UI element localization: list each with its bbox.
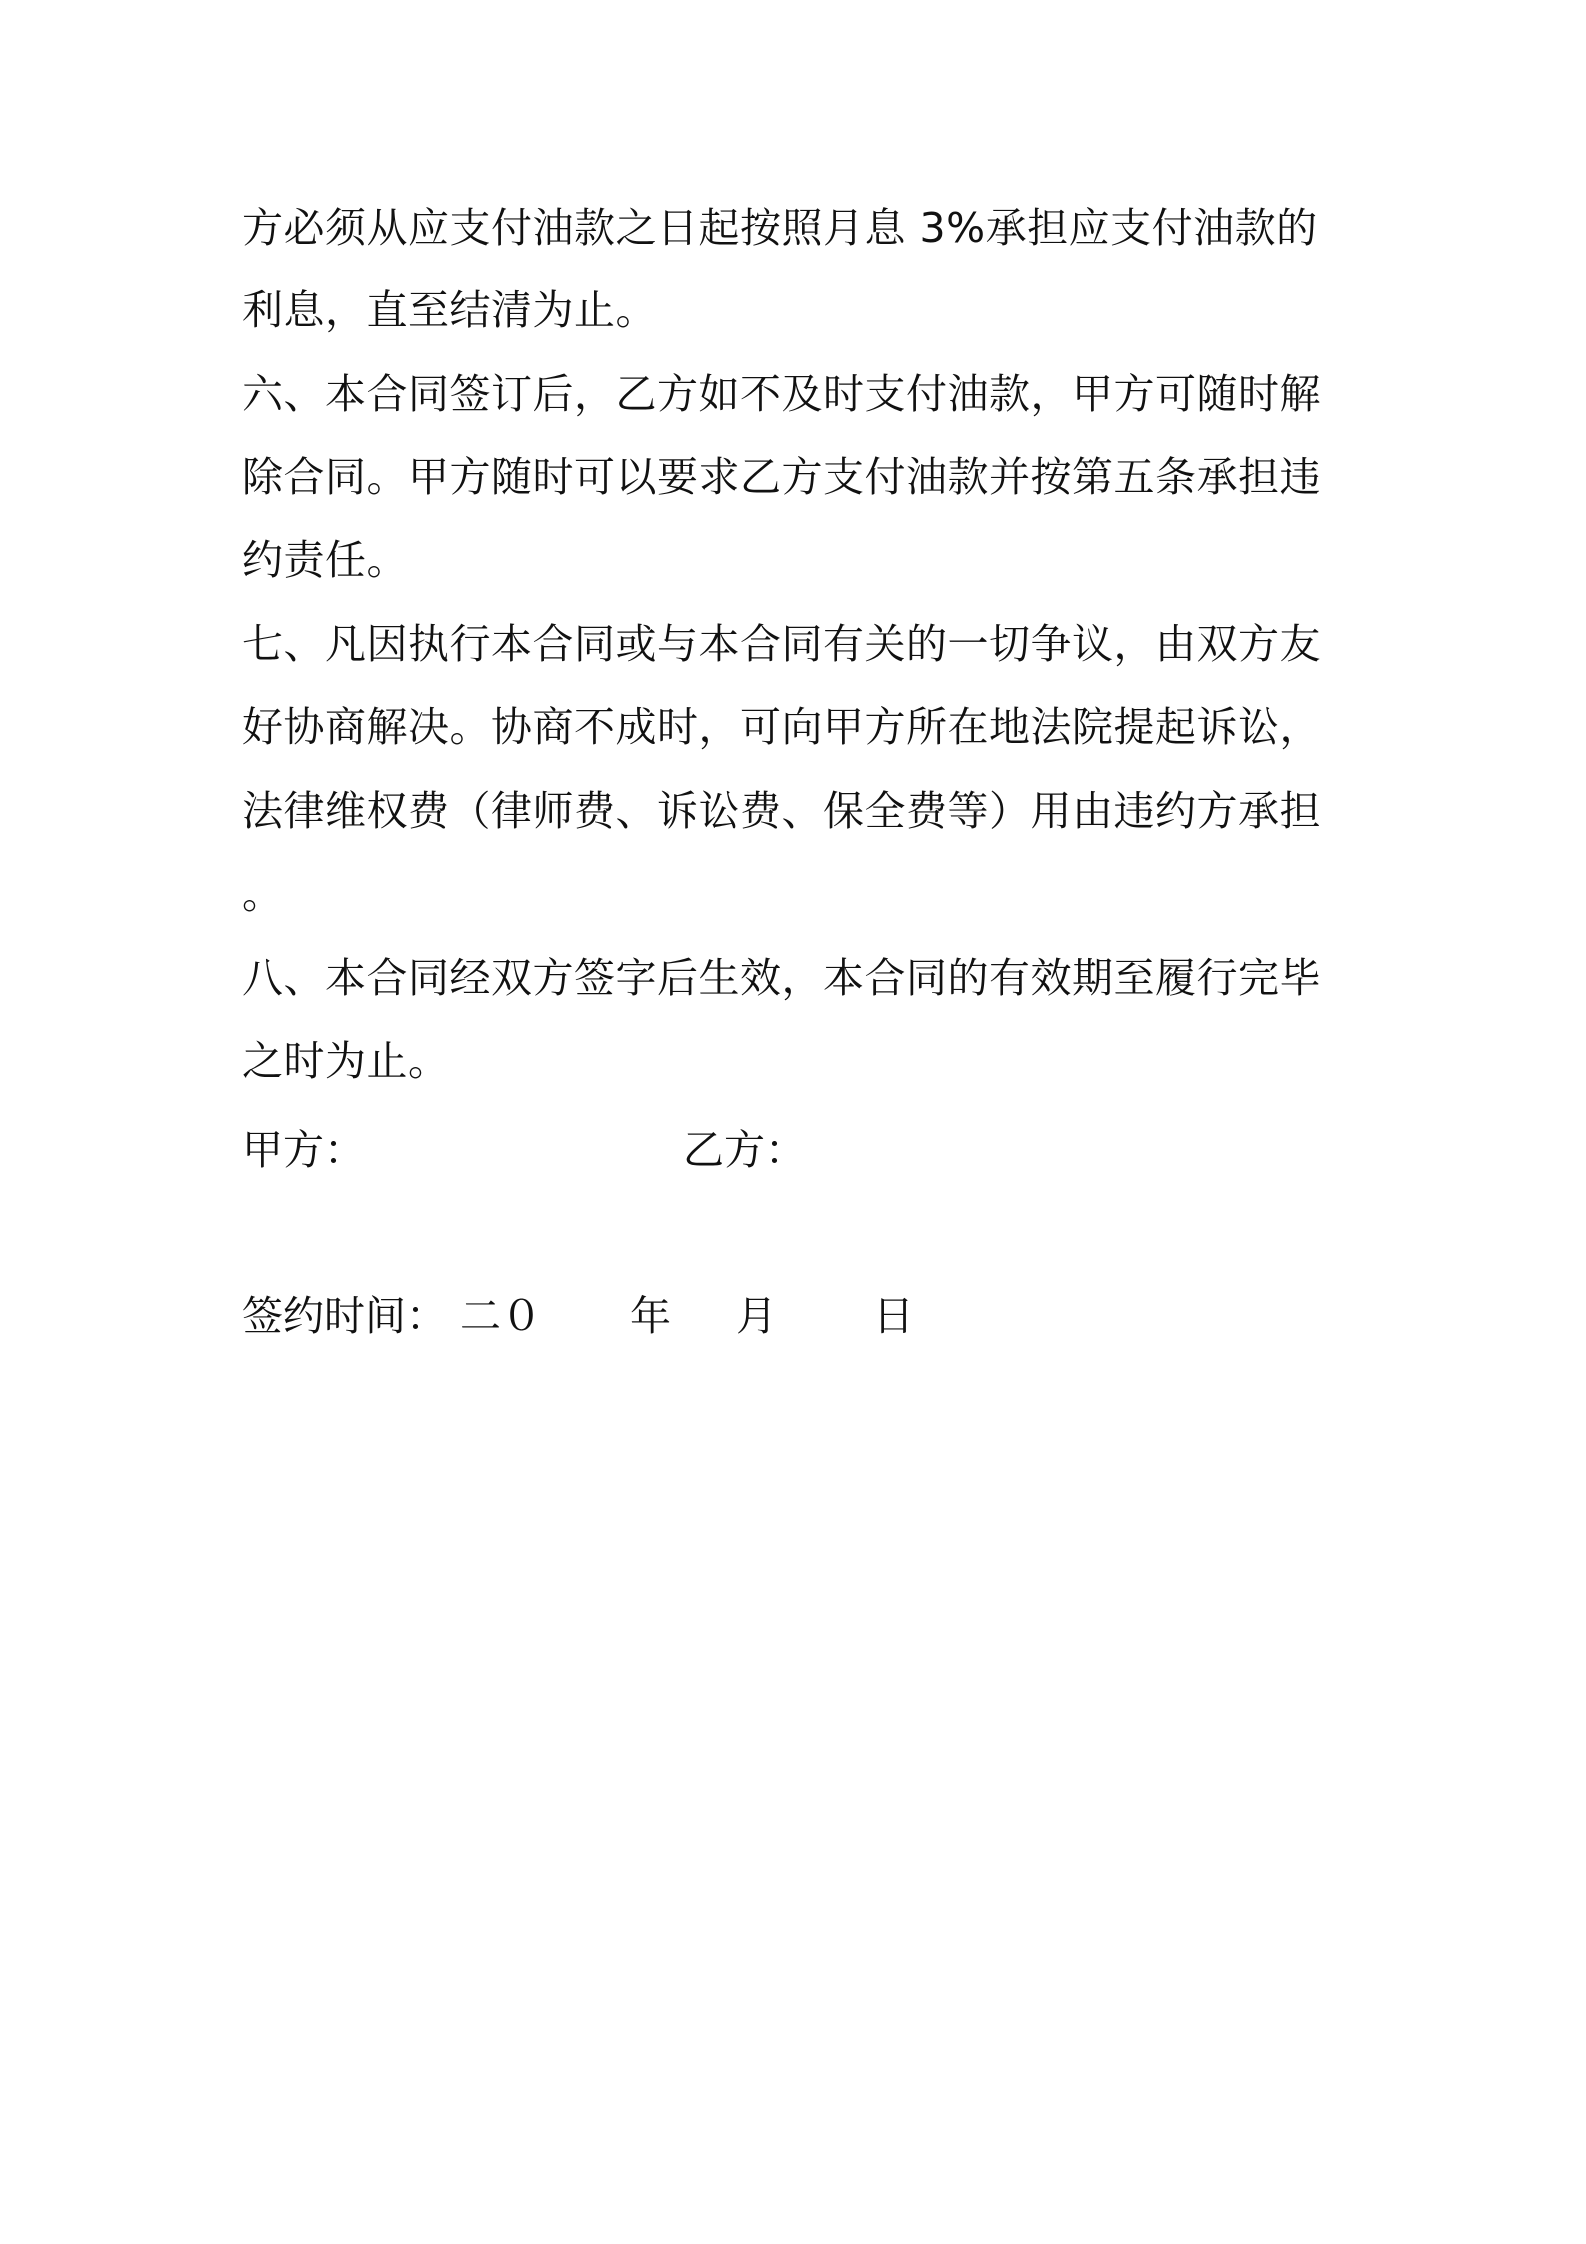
paragraph-line: 法律维权费（律师费、诉讼费、保全费等）用由违约方承担 <box>242 787 1321 835</box>
paragraph-line: 。 <box>242 870 284 918</box>
paragraph-line: 利息，直至结清为止。 <box>242 286 657 334</box>
paragraph-line: 六、本合同签订后，乙方如不及时支付油款，甲方可随时解 <box>242 370 1321 418</box>
party-a-signature-label: 甲方： <box>242 1126 365 1174</box>
paragraph-line: 之时为止。 <box>242 1037 450 1085</box>
paragraph-line: 八、本合同经双方签字后生效，本合同的有效期至履行完毕 <box>242 954 1321 1002</box>
paragraph-line: 七、凡因执行本合同或与本合同有关的一切争议，由双方友 <box>242 620 1321 668</box>
paragraph-line: 好协商解决。协商不成时，可向甲方所在地法院提起诉讼， <box>242 703 1321 751</box>
signing-date <box>242 1291 914 1341</box>
paragraph-line: 方必须从应支付油款之日起按照月息 3%承担应支付油款的 <box>242 204 1318 252</box>
party-b-signature-label: 乙方： <box>683 1126 806 1174</box>
signing-date-year-prefix: 二０ <box>460 1292 542 1340</box>
signing-date-month: 月 <box>736 1292 777 1340</box>
signing-date-day: 日 <box>873 1292 914 1340</box>
signing-date-label: 签约时间： <box>242 1292 447 1340</box>
paragraph-line: 约责任。 <box>242 536 408 584</box>
paragraph-line: 除合同。甲方随时可以要求乙方支付油款并按第五条承担违 <box>242 453 1321 501</box>
signing-date-year: 年 <box>630 1292 671 1340</box>
